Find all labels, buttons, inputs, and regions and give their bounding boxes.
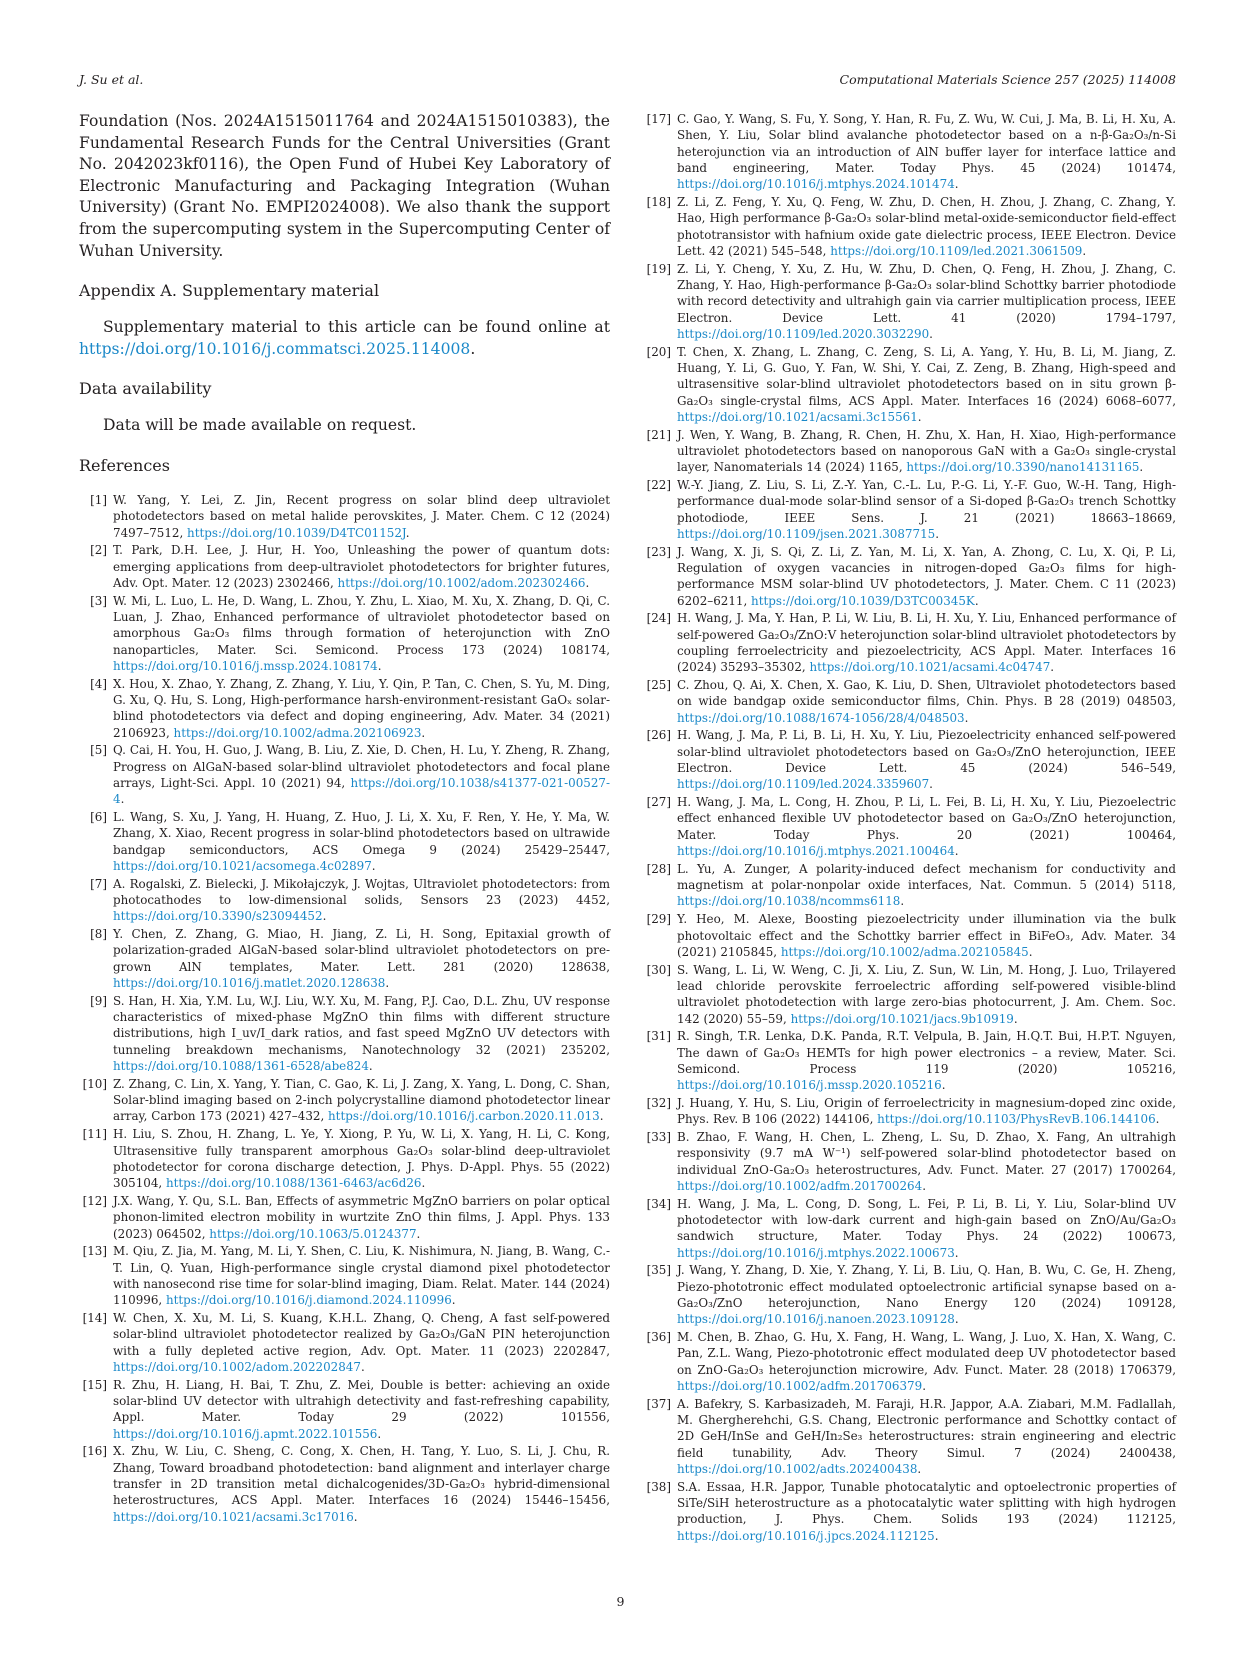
reference-text [677,962,1176,1027]
reference-text [113,593,610,674]
reference-number: [33] [646,1130,671,1145]
reference-citation: J.X. Wang, Y. Qu, S.L. Ban, Effects of asymmetric MgZnO barriers on polar optical phonon-limited electron mobility in wurtzite ZnO thin films, J. Appl. Phys. 133 (2023) 064502, [113,1193,610,1241]
reference-text [677,1329,1176,1394]
reference-text [113,809,610,874]
reference-text [113,1443,610,1524]
reference-item [79,926,610,991]
reference-citation: C. Zhou, Q. Ai, X. Chen, X. Gao, K. Liu, D. Shen, Ultraviolet photodetectors based on wide bandgap oxide semiconductor films, Chin. Phys. B 28 (2019) 048503, [677,678,1176,709]
reference-item [643,194,1176,259]
reference-doi-link[interactable]: https://doi.org/10.1016/j.mtphys.2021.100464 [677,844,955,859]
reference-doi-link[interactable]: https://doi.org/10.1016/j.mssp.2020.105216 [677,1078,942,1093]
acknowledgement-paragraph: Foundation (Nos. 2024A1515011764 and 2024A1515010383), the Fundamental Research Funds for the Central Universities (Grant No. 2042023kf0116), the Open Fund of Hubei Key Laboratory of Electronic Manufacturing and Packaging Integration (Wuhan University) (Grant No. EMPI2024008). We also thank the support from the supercomputing system in the Supercomputing Center of Wuhan University. [79,112,610,260]
reference-doi-link[interactable]: https://doi.org/10.1021/acsami.3c17016 [113,1509,354,1524]
reference-citation: W. Mi, L. Luo, L. He, D. Wang, L. Zhou, Y. Zhu, L. Xiao, M. Xu, X. Zhang, D. Qi, C. Luan, J. Zhao, Enhanced performance of ultraviolet photodetector based on amorphous Ga₂O₃ films through formation of heterojunction with ZnO nanoparticles, Mater. Sci. Semicond. Process 173 (2024) 108174, [113,593,610,657]
reference-item [79,1243,610,1308]
reference-number: [9] [90,993,107,1008]
reference-citation: Q. Cai, H. You, H. Guo, J. Wang, B. Liu, Z. Xie, D. Chen, H. Lu, Y. Zheng, R. Zhang, Progress on AlGaN-based solar-blind ultraviolet photodetectors and focal plane arrays, Light-Sci. Appl. 10 (2021) 94, [113,743,610,790]
reference-number: [26] [646,728,671,743]
reference-end: . [934,1528,939,1543]
supplementary-link[interactable]: https://doi.org/10.1016/j.commatsci.2025.114008 [79,339,471,358]
reference-text [113,742,610,807]
reference-number: [38] [646,1479,671,1494]
reference-end: . [416,1226,421,1241]
reference-end: . [451,1293,456,1308]
reference-doi-link[interactable]: https://doi.org/10.1016/j.mssp.2024.108174 [113,658,378,673]
reference-item [643,1396,1176,1477]
reference-item [79,993,610,1074]
reference-text [677,1028,1176,1093]
reference-doi-link[interactable]: https://doi.org/10.1109/led.2024.3359607 [677,777,930,792]
reference-number: [16] [82,1444,107,1459]
reference-doi-link[interactable]: https://doi.org/10.1002/adfm.201700264 [677,1179,923,1193]
reference-end: . [360,1359,365,1374]
reference-end: . [377,658,382,673]
reference-item [79,1377,610,1442]
reference-number: [31] [646,1029,671,1044]
reference-end: . [954,1312,959,1327]
reference-number: [37] [646,1396,671,1411]
reference-doi-link[interactable]: https://doi.org/10.1002/adma.202105845 [780,944,1029,959]
data-availability-heading: Data availability [79,379,212,399]
reference-item [79,492,610,541]
reference-item [643,1329,1176,1394]
reference-number: [18] [646,194,671,209]
reference-item [79,593,610,674]
reference-end: . [353,1509,358,1524]
reference-text [677,194,1176,259]
reference-doi-link[interactable]: https://doi.org/10.1103/PhysRevB.106.144106 [877,1112,1156,1127]
reference-doi-link[interactable]: https://doi.org/10.1021/acsami.3c15561 [677,409,918,424]
reference-doi-link[interactable]: https://doi.org/10.1002/adfm.201706379 [677,1379,923,1394]
reference-end: . [368,1059,373,1074]
reference-item [79,809,610,874]
reference-citation: S. Wang, L. Li, W. Weng, C. Ji, X. Liu, Z. Sun, W. Lin, M. Hong, J. Luo, Trilayered lead chloride perovskite ferroelectric affording self-powered visible-blind ultraviolet photodetection with large zero-bias photocurrent, J. Am. Chem. Soc. 142 (2020) 55–59, [677,962,1176,1026]
reference-citation: H. Wang, J. Ma, Y. Han, P. Li, W. Liu, B. Li, H. Xu, Y. Liu, Enhanced performance of self-powered Ga₂O₃/ZnO:V heterojunction solar-blind ultraviolet photodetectors by coupling ferroelectricity and piezoelectricity, ACS Appl. Mater. Interfaces 16 (2024) 35293–35302, [677,611,1176,675]
reference-citation: J. Wang, Y. Zhang, D. Xie, Y. Zhang, Y. Li, B. Liu, Q. Han, B. Wu, C. Ge, H. Zheng, Piezo-phototronic effect modulated optoelectronic artificial synapse based on a-Ga₂O₃/ZnO heterojunction, Nano Energy 120 (2024) 109128, [677,1263,1176,1311]
reference-end: . [929,777,933,792]
reference-citation: J. Wen, Y. Wang, B. Zhang, R. Chen, H. Zhu, X. Han, H. Xiao, High-performance ultraviolet photodetectors based on nanoporous GaN with a Ga₂O₃ single-crystal layer, Nanomaterials 14 (2024) 1165, [677,427,1176,475]
reference-text [113,1243,610,1308]
reference-text [113,676,610,741]
reference-doi-link[interactable]: https://doi.org/10.1021/acsomega.4c02897 [113,858,372,873]
reference-end: . [1050,660,1055,675]
reference-doi-link[interactable]: https://doi.org/10.1038/s41377-021-00527-4 [113,775,610,807]
reference-item [79,1126,610,1191]
reference-citation: Z. Li, Z. Feng, Y. Xu, Q. Feng, W. Zhu, D. Chen, H. Zhou, J. Zhang, C. Zhang, Y. Hao, High performance β-Ga₂O₃ solar-blind metal-oxide-semiconductor field-effect phototransistor with hafnium oxide gate dielectric process, IEEE Electron. Device Lett. 42 (2021) 545–548, [677,194,1176,258]
reference-item [79,876,610,925]
reference-end: . [1028,944,1033,959]
reference-text [677,677,1176,726]
reference-doi-link[interactable]: https://doi.org/10.1109/led.2020.3032290 [677,326,930,341]
reference-citation: X. Zhu, W. Liu, C. Sheng, C. Cong, X. Chen, H. Tang, Y. Luo, S. Li, J. Chu, R. Zhang, Toward broadband photodetection: band alignment and interlayer charge transfer in 2D transition metal dichalcogenides/3D-Ga₂O₃ hybrid-dimensional heterostructures, ACS Appl. Mater. Interfaces 16 (2024) 15446–15456, [113,1444,610,1508]
reference-doi-link[interactable]: https://doi.org/10.1016/j.carbon.2020.11.013 [328,1109,600,1124]
reference-number: [2] [90,543,107,558]
reference-item [643,677,1176,726]
reference-number: [30] [646,962,671,977]
appendix-text: Supplementary material to this article can be found online at [103,318,610,337]
reference-text [677,1095,1176,1128]
reference-item [79,1443,610,1524]
reference-end: . [964,710,969,725]
reference-list-right [643,111,1176,1544]
reference-doi-link[interactable]: https://doi.org/10.1039/D3TC00345K [751,593,975,608]
reference-citation: Z. Zhang, C. Lin, X. Yang, Y. Tian, C. Gao, K. Li, J. Zang, X. Yang, L. Dong, C. Shan, Solar-blind imaging based on 2-inch polycrystalline diamond photodetector linear array, Carbon 173 (2021) 427–432, [113,1076,610,1124]
reference-citation: Z. Li, Y. Cheng, Y. Xu, Z. Hu, W. Zhu, D. Chen, Q. Feng, H. Zhou, J. Zhang, C. Zhang, Y. Hao, High-performance β-Ga₂O₃ solar-blind Schottky barrier photodiode with record detectivity and ultrahigh gain via carrier multiplication process, IEEE Electron. Device Lett. 41 (2020) 1794–1797, [677,261,1176,325]
reference-item [643,1479,1176,1544]
reference-doi-link[interactable]: https://doi.org/10.1038/ncomms6118 [677,894,901,909]
reference-number: [8] [90,927,107,942]
reference-item [643,1196,1176,1261]
reference-end: . [954,844,959,859]
reference-number: [25] [646,678,671,693]
reference-citation: H. Liu, S. Zhou, H. Zhang, L. Ye, Y. Xiong, P. Yu, W. Li, X. Yang, H. Li, C. Kong, Ultrasensitive fully transparent amorphous Ga₂O₃ solar-blind deep-ultraviolet photodetector for corona discharge detection, J. Phys. D-Appl. Phys. 55 (2022) 305104, [113,1127,610,1191]
reference-item [643,794,1176,859]
reference-citation: A. Bafekry, S. Karbasizadeh, M. Faraji, H.R. Jappor, A.A. Ziabari, M.M. Fadlallah, M. Ghergherehchi, G.S. Chang, Electronic performance and Schottky contact of 2D GeH/InSe and GeH/In₂Se₃ heterostructures: strain engineering and electric field tunability, Adv. Theory Simul. 7 (2024) 2400438, [677,1396,1176,1460]
reference-text [677,111,1176,192]
reference-item [79,1076,610,1125]
reference-end: . [935,526,939,541]
reference-citation: R. Singh, T.R. Lenka, D.K. Panda, R.T. Velpula, B. Jain, H.Q.T. Bui, H.P.T. Nguyen, The dawn of Ga₂O₃ HEMTs for high power electronics – a review, Mater. Sci. Semicond. Process 119 (2020) 105216, [677,1029,1176,1076]
reference-citation: J. Huang, Y. Hu, S. Liu, Origin of ferroelectricity in magnesium-doped zinc oxide, Phys. Rev. B 106 (2022) 144106, [677,1096,1176,1127]
reference-item [643,1028,1176,1093]
reference-doi-link[interactable]: https://doi.org/10.1016/j.jpcs.2024.112125 [677,1528,935,1543]
reference-end: . [922,1379,926,1394]
reference-doi-link[interactable]: https://doi.org/10.1088/1361-6463/ac6d26 [165,1176,422,1191]
reference-doi-link[interactable]: https://doi.org/10.1039/D4TC01152J [187,525,406,540]
reference-citation: W. Chen, X. Xu, M. Li, S. Kuang, K.H.L. Zhang, Q. Cheng, A fast self-powered solar-blind ultraviolet photodetector realized by Ga₂O₃/GaN PIN heterojunction with a fully depleted active region, Adv. Opt. Mater. 11 (2023) 2202847, [113,1310,610,1358]
reference-end: . [421,725,426,740]
reference-citation: B. Zhao, F. Wang, H. Chen, L. Zheng, L. Su, D. Zhao, X. Fang, An ultrahigh responsivity (9.7 mA W⁻¹) self-powered solar-blind photodetector based on individual ZnO-Ga₂O₃ heterostructures, Adv. Funct. Mater. 27 (2017) 1700264, [677,1130,1176,1177]
reference-end: . [900,894,905,909]
reference-number: [11] [82,1127,107,1142]
reference-citation: C. Gao, Y. Wang, S. Fu, Y. Song, Y. Han, R. Fu, Z. Wu, W. Cui, J. Ma, B. Li, H. Xu, A. Shen, Y. Liu, Solar blind avalanche photodetector based on a n-β-Ga₂O₃/n-Si heterojunction via an introduction of AlN buffer layer for interface lattice and band engineering, Mater. Today Phys. 45 (2024) 101474, [677,112,1176,175]
reference-citation: X. Hou, X. Zhao, Y. Zhang, Z. Zhang, Y. Liu, Y. Qin, P. Tan, C. Chen, S. Yu, M. Ding, G. Xu, Q. Hu, S. Long, High-performance harsh-environment-resistant GaOₓ solar-blind photodetectors via defect and doping engineering, Adv. Mater. 34 (2021) 2106923, [113,676,610,740]
reference-end: . [917,1462,922,1477]
reference-doi-link[interactable]: https://doi.org/10.1016/j.matlet.2020.128638 [113,976,386,991]
reference-text [677,1129,1176,1194]
reference-end: . [599,1109,604,1124]
reference-end: . [1013,1011,1018,1026]
reference-end: . [929,326,933,341]
reference-doi-link[interactable]: https://doi.org/10.1002/adom.202202847 [113,1359,361,1374]
reference-text [677,911,1176,960]
reference-number: [1] [90,492,107,507]
reference-doi-link[interactable]: https://doi.org/10.1109/led.2021.3061509 [830,243,1083,258]
reference-citation: Y. Chen, Z. Zhang, G. Miao, H. Jiang, Z. Li, H. Song, Epitaxial growth of polarization-graded AlGaN-based solar-blind ultraviolet photodetectors on pre-grown AlN templates, Mater. Lett. 281 (2020) 128638, [113,927,610,974]
reference-citation: M. Qiu, Z. Jia, M. Yang, M. Li, Y. Shen, C. Liu, K. Nishimura, N. Jiang, B. Wang, C.-T. Lin, Q. Yuan, High-performance single crystal diamond pixel photodetector with nanosecond rise time for solar-blind imaging, Diam. Relat. Mater. 144 (2024) 110996, [113,1244,610,1308]
reference-number: [19] [646,261,671,276]
reference-item [643,1129,1176,1194]
reference-end: . [954,177,959,192]
reference-end: . [922,1179,926,1193]
data-availability-paragraph: Data will be made available on request. [103,416,417,435]
reference-doi-link[interactable]: https://doi.org/10.1088/1361-6528/abe824 [113,1059,369,1074]
reference-doi-link[interactable]: https://doi.org/10.1016/j.apmt.2022.101556 [113,1426,378,1441]
appendix-paragraph [79,317,610,360]
reference-doi-link[interactable]: https://doi.org/10.1088/1674-1056/28/4/048503 [677,710,965,725]
reference-item [643,962,1176,1027]
reference-text [113,876,610,925]
reference-number: [36] [646,1330,671,1345]
reference-doi-link[interactable]: https://doi.org/10.1016/j.diamond.2024.110996 [165,1293,452,1308]
reference-citation: A. Rogalski, Z. Bielecki, J. Mikołajczyk, J. Wojtas, Ultraviolet photodetectors: from photocathodes to low-dimensional solids, Sensors 23 (2023) 4452, [113,876,610,908]
reference-text [113,542,610,591]
reference-end: . [120,792,125,807]
appendix-end: . [470,339,476,358]
reference-text [677,861,1176,910]
reference-number: [28] [646,861,671,876]
reference-doi-link[interactable]: https://doi.org/10.3390/nano14131165 [906,460,1140,475]
reference-number: [5] [90,743,107,758]
left-column [79,111,610,1526]
reference-number: [15] [82,1377,107,1392]
reference-text [677,1479,1176,1544]
reference-number: [13] [82,1244,107,1259]
reference-end: . [405,525,410,540]
reference-citation: M. Chen, B. Zhao, G. Hu, X. Fang, H. Wang, L. Wang, J. Luo, X. Han, X. Wang, C. Pan, Z.L. Wang, Piezo-phototronic effect modulated deep UV photodetector based on ZnO-Ga₂O₃ heterojunction microwire, Adv. Funct. Mater. 28 (2018) 1706379, [677,1330,1176,1377]
reference-text [113,492,610,541]
reference-citation: R. Zhu, H. Liang, H. Bai, T. Zhu, Z. Mei, Double is better: achieving an oxide solar-blind UV detector with ultrahigh detectivity and fast-refreshing capability, Appl. Mater. Today 29 (2022) 101556, [113,1377,610,1425]
reference-number: [6] [90,810,107,825]
reference-item [79,676,610,741]
reference-item [79,542,610,591]
reference-number: [27] [646,795,671,810]
reference-number: [21] [646,427,671,442]
reference-item [643,544,1176,609]
reference-list-left [79,492,610,1525]
reference-doi-link[interactable]: https://doi.org/10.1002/adom.202302466 [337,575,586,590]
reference-item [643,727,1176,792]
reference-item [643,861,1176,910]
reference-item [643,261,1176,342]
reference-text [677,477,1176,542]
references-heading: References [79,455,170,475]
reference-text [113,926,610,991]
reference-text [677,344,1176,425]
reference-doi-link[interactable]: https://doi.org/10.1021/acsami.4c04747 [809,660,1051,675]
reference-citation: T. Chen, X. Zhang, L. Zhang, C. Zeng, S. Li, A. Yang, Y. Hu, B. Li, M. Jiang, Z. Huang, Y. Li, G. Guo, Y. Fan, W. Shi, Y. Cai, Z. Zeng, B. Zhang, High-speed and ultrasensitive solar-blind ultraviolet photodetectors based on in situ grown β-Ga₂O₃ single-crystal films, ACS Appl. Mater. Interfaces 16 (2024) 6068–6077, [677,344,1176,408]
reference-doi-link[interactable]: https://doi.org/10.1002/adts.202400438 [677,1462,918,1477]
reference-citation: H. Wang, J. Ma, L. Cong, H. Zhou, P. Li, L. Fei, B. Li, H. Xu, Y. Liu, Piezoelectric effect enhanced flexible UV photodetector based on Ga₂O₃/ZnO heterojunction, Mater. Today Phys. 20 (2021) 100464, [677,795,1176,842]
reference-item [643,344,1176,425]
reference-number: [34] [646,1196,671,1211]
reference-citation: W. Yang, Y. Lei, Z. Jin, Recent progress on solar blind deep ultraviolet photodetectors based on metal halide perovskites, J. Mater. Chem. C 12 (2024) 7497–7512, [113,492,610,540]
right-column [643,111,1176,1546]
reference-item [643,610,1176,675]
reference-text [113,1076,610,1125]
reference-text [113,1193,610,1242]
reference-citation: S.A. Essaa, H.R. Jappor, Tunable photocatalytic and optoelectronic properties of SiTe/SiH heterostructure as a photocatalytic water splitting with high hydrogen production, J. Phys. Chem. Solids 193 (2024) 112125, [677,1479,1176,1527]
reference-text [677,1396,1176,1477]
reference-number: [35] [646,1263,671,1278]
reference-number: [17] [646,112,671,126]
reference-item [643,477,1176,542]
reference-text [677,1262,1176,1327]
reference-item [643,1095,1176,1128]
reference-number: [10] [82,1076,107,1091]
reference-end: . [1082,243,1087,258]
reference-doi-link[interactable]: https://doi.org/10.1016/j.mtphys.2024.101474 [677,177,955,192]
reference-number: [32] [646,1096,671,1111]
reference-number: [20] [646,344,671,359]
reference-number: [4] [90,676,107,691]
reference-end: . [941,1078,946,1093]
reference-end: . [585,575,590,590]
reference-item [79,1193,610,1242]
reference-text [677,610,1176,675]
reference-citation: L. Wang, S. Xu, J. Yang, H. Huang, Z. Huo, J. Li, X. Xu, F. Ren, Y. He, Y. Ma, W. Zhang, X. Xiao, Recent progress in solar-blind photodetectors based on ultrawide bandgap semiconductors, ACS Omega 9 (2024) 25429–25447, [113,810,610,857]
reference-citation: L. Yu, A. Zunger, A polarity-induced defect mechanism for conductivity and magnetism at polar-nonpolar oxide interfaces, Nat. Commun. 5 (2014) 5118, [677,861,1176,893]
reference-citation: H. Wang, J. Ma, L. Cong, D. Song, L. Fei, P. Li, B. Li, Y. Liu, Solar-blind UV photodetector with low-dark current and high-gain based on ZnO/Au/Ga₂O₃ sandwich structure, Mater. Today Phys. 24 (2022) 100673, [677,1196,1176,1244]
reference-text [113,1310,610,1375]
reference-citation: T. Park, D.H. Lee, J. Hur, H. Yoo, Unleashing the power of quantum dots: emerging applications from deep-ultraviolet photodetectors for brighter futures, Adv. Opt. Mater. 12 (2023) 2302466, [113,543,610,590]
reference-end: . [917,409,922,424]
reference-number: [7] [90,876,107,891]
reference-text [677,427,1176,476]
reference-doi-link[interactable]: https://doi.org/10.1002/adma.202106923 [173,725,422,740]
reference-citation: S. Han, H. Xia, Y.M. Lu, W.J. Liu, W.Y. Xu, M. Fang, P.J. Cao, D.L. Zhu, UV response characteristics of mixed-phase MgZnO thin films with different structure distributions, high I_uv/I_dark ratios, and fast speed MgZnO UV detectors with tunneling breakdown mechanisms, Nanotechnology 32 (2021) 235202, [113,993,610,1057]
reference-text [113,1126,610,1191]
reference-number: [3] [90,593,107,608]
reference-doi-link[interactable]: https://doi.org/10.1063/5.0124377 [209,1226,417,1241]
reference-end: . [322,909,327,924]
reference-citation: H. Wang, J. Ma, P. Li, B. Li, H. Xu, Y. Liu, Piezoelectricity enhanced self-powered solar-blind ultraviolet photodetectors based on Ga₂O₃/ZnO heterojunction, IEEE Electron. Device Lett. 45 (2024) 546–549, [677,728,1176,776]
reference-end: . [371,858,376,873]
running-header-journal: Computational Materials Science 257 (2025) 114008 [839,72,1176,87]
reference-citation: Y. Heo, M. Alexe, Boosting piezoelectricity under illumination via the bulk photovoltaic effect and the Schottky barrier effect in BiFeO₃, Adv. Mater. 34 (2021) 2105845, [677,912,1176,959]
reference-item [643,911,1176,960]
reference-text [677,1196,1176,1261]
reference-text [677,544,1176,609]
appendix-heading: Appendix A. Supplementary material [79,281,380,301]
reference-end: . [974,593,979,608]
page-number: 9 [616,1594,625,1609]
reference-doi-link[interactable]: https://doi.org/10.1016/j.mtphys.2022.100673 [677,1245,955,1260]
reference-doi-link[interactable]: https://doi.org/10.1016/j.nanoen.2023.109128 [677,1312,955,1327]
reference-end: . [1139,460,1144,475]
reference-item [643,111,1176,192]
reference-end: . [954,1245,959,1260]
reference-end: . [385,976,390,991]
reference-item [643,1262,1176,1327]
reference-text [677,727,1176,792]
reference-number: [12] [82,1193,107,1208]
reference-number: [29] [646,912,671,927]
reference-item [79,1310,610,1375]
reference-citation: W.-Y. Jiang, Z. Liu, S. Li, Z.-Y. Yan, C.-L. Lu, P.-G. Li, Y.-F. Guo, W.-H. Tang, High-performance dual-mode solar-blind sensor of a Si-doped β-Ga₂O₃ trench Schottky photodiode, IEEE Sens. J. 21 (2021) 18663–18669, [677,478,1176,525]
reference-end: . [377,1426,382,1441]
running-header-authors: J. Su et al. [79,72,144,87]
reference-number: [23] [646,544,671,559]
reference-doi-link[interactable]: https://doi.org/10.3390/s23094452 [113,909,323,924]
reference-item [79,742,610,807]
reference-end: . [421,1176,426,1191]
reference-doi-link[interactable]: https://doi.org/10.1021/jacs.9b10919 [790,1011,1014,1026]
reference-text [677,261,1176,342]
reference-text [677,794,1176,859]
reference-text [113,1377,610,1442]
reference-doi-link[interactable]: https://doi.org/10.1109/jsen.2021.3087715 [677,526,936,541]
reference-number: [24] [646,611,671,626]
reference-item [643,427,1176,476]
reference-end: . [1155,1112,1160,1127]
reference-number: [14] [82,1310,107,1325]
reference-citation: J. Wang, X. Ji, S. Qi, Z. Li, Z. Yan, M. Li, X. Yan, A. Zhong, C. Lu, X. Qi, P. Li, Regulation of oxygen vacancies in nitrogen-doped Ga₂O₃ films for high-performance MSM solar-blind UV photodetectors, J. Mater. Chem. C 11 (2023) 6202–6211, [677,544,1176,608]
reference-number: [22] [646,478,671,493]
reference-text [113,993,610,1074]
